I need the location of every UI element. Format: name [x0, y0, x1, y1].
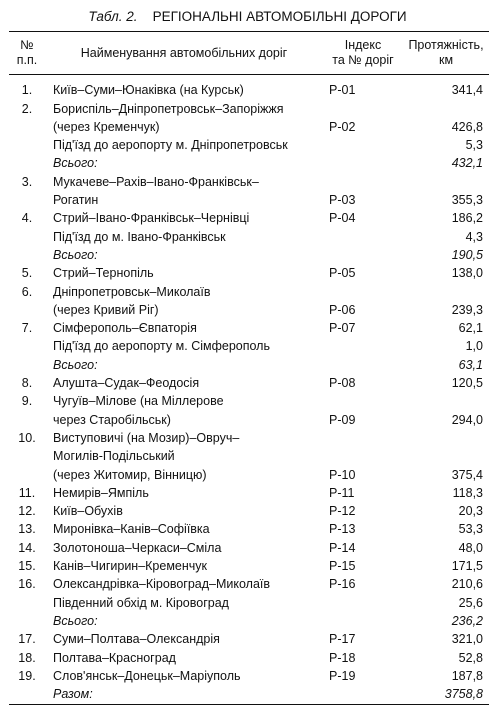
table-row	[9, 501, 489, 519]
row-road-name: Могилів-Подільський	[53, 449, 175, 464]
row-road-index: Р-08	[329, 376, 356, 391]
row-number: 19.	[18, 668, 36, 683]
row-road-name: Полтава–Красноград	[53, 650, 176, 665]
header-index-line2: та № доріг	[332, 53, 394, 67]
row-length: 355,3	[451, 193, 483, 208]
row-road-name: Виступовичі (на Мозир)–Овруч–	[53, 430, 240, 445]
table-row	[9, 446, 489, 464]
row-road-index: Р-04	[329, 211, 356, 226]
row-number: 11.	[18, 485, 36, 500]
table-row	[9, 556, 489, 574]
table-row	[9, 592, 489, 610]
row-road-index: Р-07	[329, 321, 356, 336]
row-road-index	[323, 281, 403, 299]
row-road-name: (через Житомир, Вінницю)	[53, 467, 207, 482]
row-length: 321,0	[451, 632, 483, 647]
header-length	[403, 32, 489, 75]
row-road-name: Суми–Полтава–Олександрія	[53, 632, 220, 647]
row-road-name: Мукачеве–Рахів–Івано-Франківськ–	[53, 174, 259, 189]
row-number: 14.	[18, 540, 36, 555]
row-road-index	[323, 428, 403, 446]
table-title: РЕГІОНАЛЬНІ АВТОМОБІЛЬНІ ДОРОГИ	[152, 9, 407, 24]
row-length: 190,5	[451, 247, 483, 262]
row-road-index: Р-19	[329, 668, 356, 683]
row-length: 341,4	[451, 83, 483, 98]
row-length: 171,5	[451, 559, 483, 574]
table-row	[9, 373, 489, 391]
row-number: 18.	[18, 650, 36, 665]
row-road-name: Дніпропетровськ–Миколаїв	[53, 284, 211, 299]
row-road-name: Південний обхід м. Кіровоград	[53, 595, 229, 610]
table-row-total	[9, 611, 489, 629]
table-row	[9, 428, 489, 446]
row-number: 13.	[18, 522, 36, 537]
table-row-total	[9, 354, 489, 372]
header-index-line1: Індекс	[344, 38, 382, 52]
row-road-index: Р-10	[329, 467, 356, 482]
row-road-name: (через Кривий Ріг)	[53, 302, 159, 317]
row-road-index: Р-06	[329, 302, 356, 317]
header-number-line2: п.п.	[16, 53, 38, 67]
table-row	[9, 391, 489, 409]
table-row-total	[9, 245, 489, 263]
row-number	[9, 226, 45, 244]
row-road-name: Золотоноша–Черкаси–Сміла	[53, 540, 222, 555]
row-road-name: Стрий–Тернопіль	[53, 266, 154, 281]
row-road-name: Стрий–Івано-Франківськ–Чернівці	[53, 211, 250, 226]
row-number: 15.	[18, 559, 36, 574]
roads-table	[9, 31, 489, 705]
row-number	[9, 446, 45, 464]
table-row	[9, 281, 489, 299]
row-road-index	[323, 354, 403, 372]
row-road-index: Р-09	[329, 412, 356, 427]
table-row	[9, 464, 489, 482]
row-length	[403, 281, 489, 299]
row-road-index	[323, 446, 403, 464]
row-road-name: Канів–Чигирин–Кременчук	[53, 559, 208, 574]
row-road-index	[323, 592, 403, 610]
table-row	[9, 666, 489, 684]
table-row	[9, 409, 489, 427]
row-length: 63,1	[458, 357, 483, 372]
row-length: 375,4	[451, 467, 483, 482]
row-road-name: через Старобільськ)	[53, 412, 171, 427]
row-number: 10.	[18, 430, 36, 445]
row-number	[9, 135, 45, 153]
row-road-index: Р-17	[329, 632, 356, 647]
table-row	[9, 318, 489, 336]
row-road-name: (через Кременчук)	[53, 119, 160, 134]
row-road-name: Київ–Суми–Юнаківка (на Курськ)	[53, 83, 244, 98]
header-length-line2: км	[438, 53, 454, 67]
row-road-index: Р-01	[329, 83, 356, 98]
row-road-name: Під'їзд до аеропорту м. Сімферополь	[53, 339, 270, 354]
table-row	[9, 190, 489, 208]
row-road-name: Бориспіль–Дніпропетровськ–Запоріжжя	[53, 101, 284, 116]
row-length: 432,1	[451, 156, 483, 171]
table-row	[9, 135, 489, 153]
table-row	[9, 208, 489, 226]
row-length	[403, 446, 489, 464]
row-road-name: Слов'янськ–Донецьк–Маріуполь	[53, 668, 241, 683]
row-length: 294,0	[451, 412, 483, 427]
row-number: 6.	[21, 284, 33, 299]
row-number	[9, 300, 45, 318]
table-row	[9, 537, 489, 555]
row-road-name: Всього:	[53, 613, 98, 628]
row-length	[403, 391, 489, 409]
row-road-name: Алушта–Судак–Феодосія	[53, 376, 200, 391]
row-length: 25,6	[458, 595, 483, 610]
row-road-name: Миронівка–Канів–Софіївка	[53, 522, 210, 537]
row-length: 48,0	[458, 540, 483, 555]
row-road-name: Олександрівка–Кіровоград–Миколаїв	[53, 577, 271, 592]
row-road-name: Сімферополь–Євпаторія	[53, 321, 197, 336]
row-length	[403, 171, 489, 189]
row-road-index: Р-16	[329, 577, 356, 592]
row-length: 20,3	[458, 504, 483, 519]
row-road-name: Київ–Обухів	[53, 504, 123, 519]
row-number: 9.	[21, 394, 33, 409]
table-row	[9, 647, 489, 665]
row-length: 1,0	[465, 339, 483, 354]
header-name: Найменування автомобільних доріг	[45, 32, 323, 75]
table-row	[9, 171, 489, 189]
row-length: 210,6	[451, 577, 483, 592]
row-length: 62,1	[458, 321, 483, 336]
table-row	[9, 519, 489, 537]
row-length: 120,5	[451, 376, 483, 391]
header-length-line1: Протяжність,	[408, 38, 484, 52]
table-caption	[0, 8, 495, 26]
table-row	[9, 629, 489, 647]
row-road-index	[323, 98, 403, 116]
header-index	[323, 32, 403, 75]
table-row	[9, 75, 489, 99]
table-row	[9, 300, 489, 318]
row-road-name: Під'їзд до м. Івано-Франківськ	[53, 229, 226, 244]
row-road-name: Всього:	[53, 156, 98, 171]
row-road-name: Немирів–Ямпіль	[53, 485, 149, 500]
row-number: 3.	[21, 174, 33, 189]
row-length: 118,3	[452, 485, 483, 500]
table-body	[9, 75, 489, 705]
row-number: 4.	[21, 211, 33, 226]
table-row	[9, 117, 489, 135]
row-road-index	[323, 171, 403, 189]
row-length: 3758,8	[403, 684, 489, 705]
table-row	[9, 336, 489, 354]
row-number: 1.	[21, 83, 33, 98]
table-row-total	[9, 153, 489, 171]
row-number	[9, 190, 45, 208]
row-number: 7.	[21, 321, 33, 336]
table-row	[9, 226, 489, 244]
row-number: 16.	[18, 577, 36, 592]
row-length	[403, 98, 489, 116]
row-number	[9, 464, 45, 482]
table-header	[9, 32, 489, 75]
row-length: 4,3	[465, 229, 483, 244]
row-road-index	[323, 245, 403, 263]
row-road-index	[323, 391, 403, 409]
table-row	[9, 263, 489, 281]
row-road-index: Р-13	[329, 522, 356, 537]
row-road-index	[323, 684, 403, 705]
row-road-index: Р-14	[329, 540, 356, 555]
row-road-name: Разом:	[45, 684, 323, 705]
row-road-index	[323, 135, 403, 153]
row-length: 52,8	[458, 650, 483, 665]
row-number	[9, 153, 45, 171]
row-length: 186,2	[451, 211, 483, 226]
row-number: 2.	[21, 101, 33, 116]
row-road-index	[323, 153, 403, 171]
row-length: 236,2	[451, 613, 483, 628]
row-number: 17.	[18, 632, 36, 647]
row-length: 138,0	[451, 266, 483, 281]
row-length: 239,3	[451, 302, 483, 317]
row-number: 8.	[21, 376, 33, 391]
row-road-index: Р-12	[329, 504, 356, 519]
row-number	[9, 611, 45, 629]
row-number: 12.	[18, 504, 36, 519]
row-number	[9, 354, 45, 372]
table-row	[9, 483, 489, 501]
row-length: 426,8	[451, 119, 483, 134]
row-road-index: Р-18	[329, 650, 356, 665]
row-road-index	[323, 611, 403, 629]
row-road-index	[323, 226, 403, 244]
row-length: 5,3	[465, 138, 483, 153]
row-road-name: Всього:	[53, 357, 98, 372]
row-number: 5.	[21, 266, 33, 281]
table-row	[9, 574, 489, 592]
row-road-index	[323, 336, 403, 354]
header-number-line1: №	[20, 38, 34, 52]
table-row	[9, 98, 489, 116]
row-road-name: Рогатин	[53, 193, 99, 208]
row-length: 187,8	[451, 668, 483, 683]
row-road-index: Р-03	[329, 193, 356, 208]
row-number	[9, 117, 45, 135]
table-row-total	[9, 684, 489, 705]
row-road-name: Всього:	[53, 247, 98, 262]
row-road-name: Під'їзд до аеропорту м. Дніпропетровськ	[53, 138, 288, 153]
header-row	[9, 32, 489, 75]
row-road-index: Р-05	[329, 266, 356, 281]
row-length	[403, 428, 489, 446]
row-road-index: Р-15	[329, 559, 356, 574]
row-length: 53,3	[458, 522, 483, 537]
table-number: Табл. 2.	[88, 9, 138, 24]
row-road-name: Чугуїв–Мілове (на Міллерове	[53, 394, 224, 409]
row-number	[9, 684, 45, 705]
row-number	[9, 336, 45, 354]
header-number	[9, 32, 45, 75]
row-number	[9, 592, 45, 610]
row-number	[9, 245, 45, 263]
row-number	[9, 409, 45, 427]
row-road-index: Р-02	[329, 119, 356, 134]
row-road-index: Р-11	[329, 485, 355, 500]
